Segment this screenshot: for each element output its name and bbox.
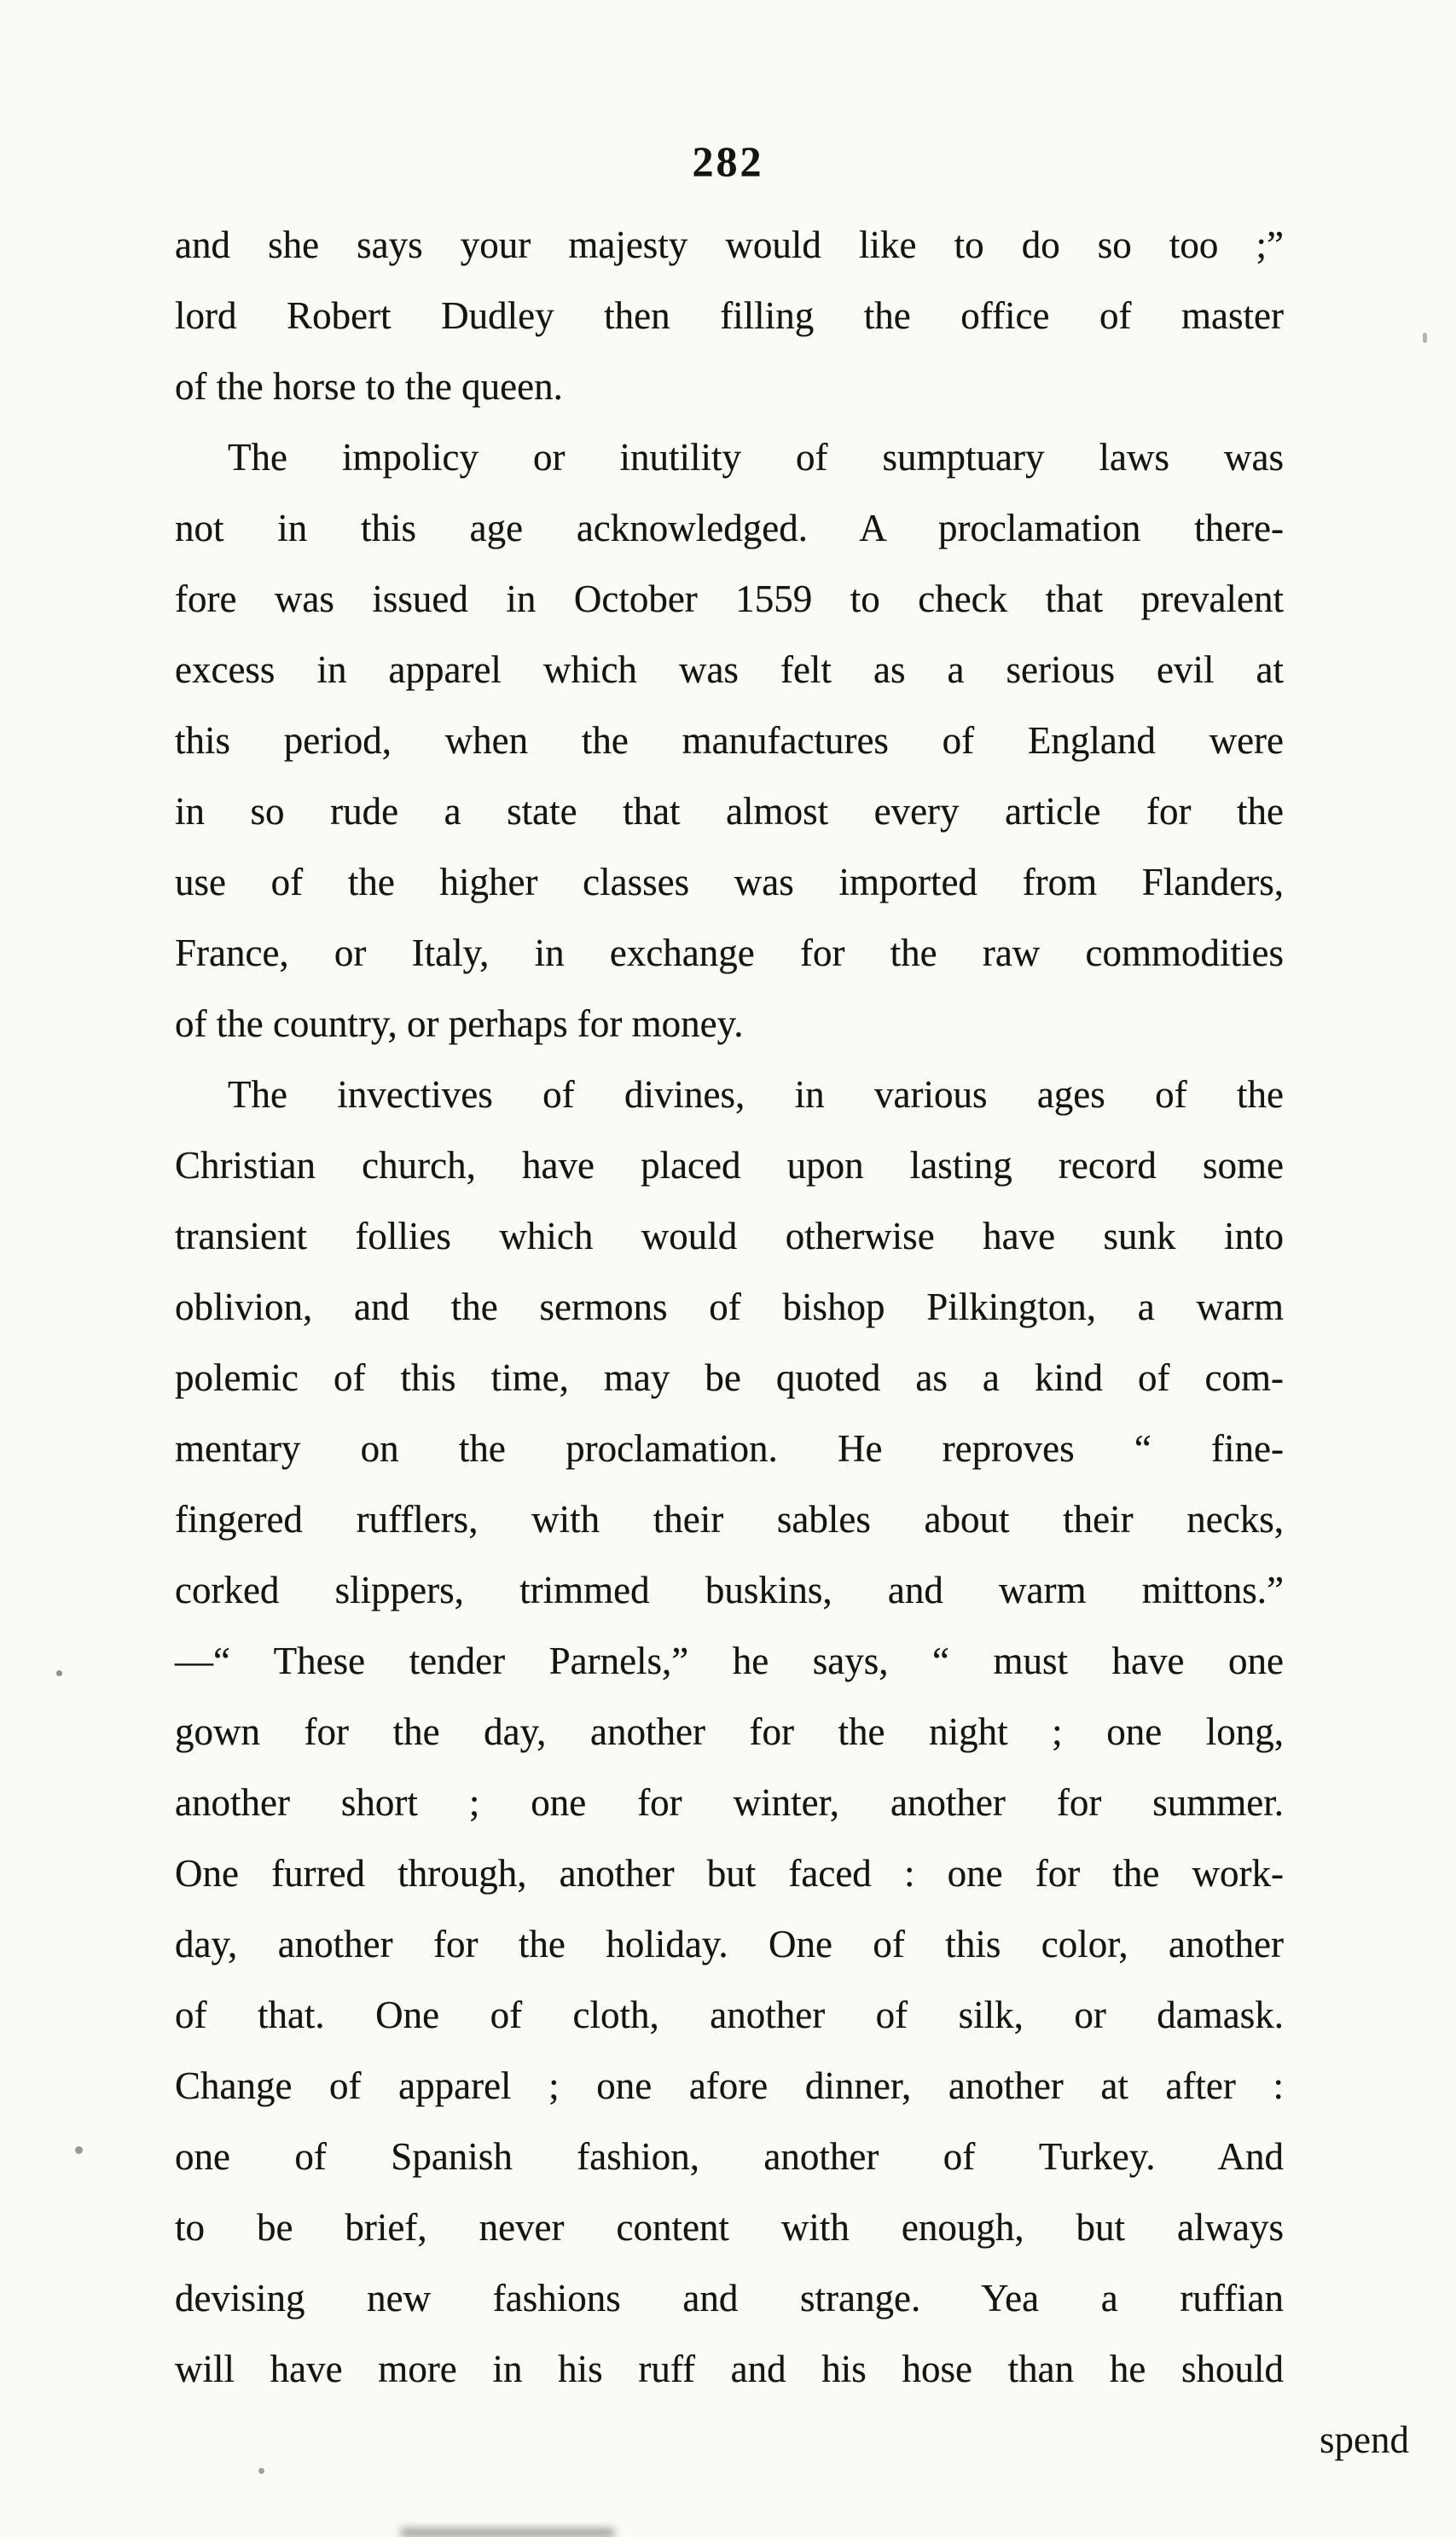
text-line: day, another for the holiday. One of this color, another	[175, 1923, 1284, 1965]
scan-speck	[1423, 333, 1427, 343]
scan-speck	[56, 1670, 62, 1676]
text-line: in so rude a state that almost every article for the	[175, 790, 1284, 833]
text-line: and she says your majesty would like to do so too ;”	[175, 224, 1284, 266]
text-line: will have more in his ruff and his hose than he should	[175, 2348, 1284, 2390]
text-line: this period, when the manufactures of England were	[175, 719, 1284, 762]
text-line: Christian church, have placed upon lasting record some	[175, 1144, 1284, 1187]
text-line: to be brief, never content with enough, but always	[175, 2206, 1284, 2249]
text-line: of the country, or perhaps for money.	[175, 1002, 744, 1045]
text-line: one of Spanish fashion, another of Turkey. And	[175, 2135, 1284, 2178]
text-line: mentary on the proclamation. He reproves “ fine-	[175, 1427, 1284, 1470]
scan-speck	[258, 2468, 264, 2474]
text-line: excess in apparel which was felt as a serious evil at	[175, 648, 1284, 691]
text-line: gown for the day, another for the night ; one long,	[175, 1710, 1284, 1753]
scan-edge-shadow	[401, 2528, 614, 2537]
text-line: of that. One of cloth, another of silk, or damask.	[175, 1994, 1284, 2036]
page-number: 282	[692, 137, 764, 185]
text-line: corked slippers, trimmed buskins, and warm mittons.”	[175, 1569, 1284, 1611]
text-line: One furred through, another but faced : one for the work-	[175, 1852, 1284, 1895]
text-line: polemic of this time, may be quoted as a kind of com-	[175, 1356, 1284, 1399]
text-line: transient follies which would otherwise have sunk into	[175, 1215, 1284, 1257]
text-line: lord Robert Dudley then filling the office of master	[175, 294, 1284, 337]
text-line: fingered rufflers, with their sables about their necks,	[175, 1498, 1284, 1541]
text-block	[175, 210, 1284, 2405]
text-line: use of the higher classes was imported from Flanders,	[175, 861, 1284, 903]
text-line: —“ These tender Parnels,” he says, “ must have one	[175, 1640, 1284, 1682]
text-line: France, or Italy, in exchange for the raw commodities	[175, 932, 1284, 974]
text-line: fore was issued in October 1559 to check that prevalent	[175, 578, 1284, 620]
text-line: oblivion, and the sermons of bishop Pilkington, a warm	[175, 1286, 1284, 1328]
paragraph	[175, 1060, 1284, 2405]
text-line: The invectives of divines, in various ages of the	[228, 1073, 1284, 1116]
text-line: of the horse to the queen.	[175, 365, 563, 408]
catchword: spend	[1320, 2418, 1409, 2461]
paragraph	[175, 210, 1284, 422]
text-line: Change of apparel ; one afore dinner, another at after :	[175, 2064, 1284, 2107]
text-line: not in this age acknowledged. A proclamation there-	[175, 507, 1284, 549]
paragraph	[175, 422, 1284, 1060]
text-line: The impolicy or inutility of sumptuary laws was	[228, 436, 1284, 479]
text-line: another short ; one for winter, another for summer.	[175, 1781, 1284, 1824]
text-line: devising new fashions and strange. Yea a ruffian	[175, 2277, 1284, 2319]
scan-speck	[75, 2146, 83, 2154]
